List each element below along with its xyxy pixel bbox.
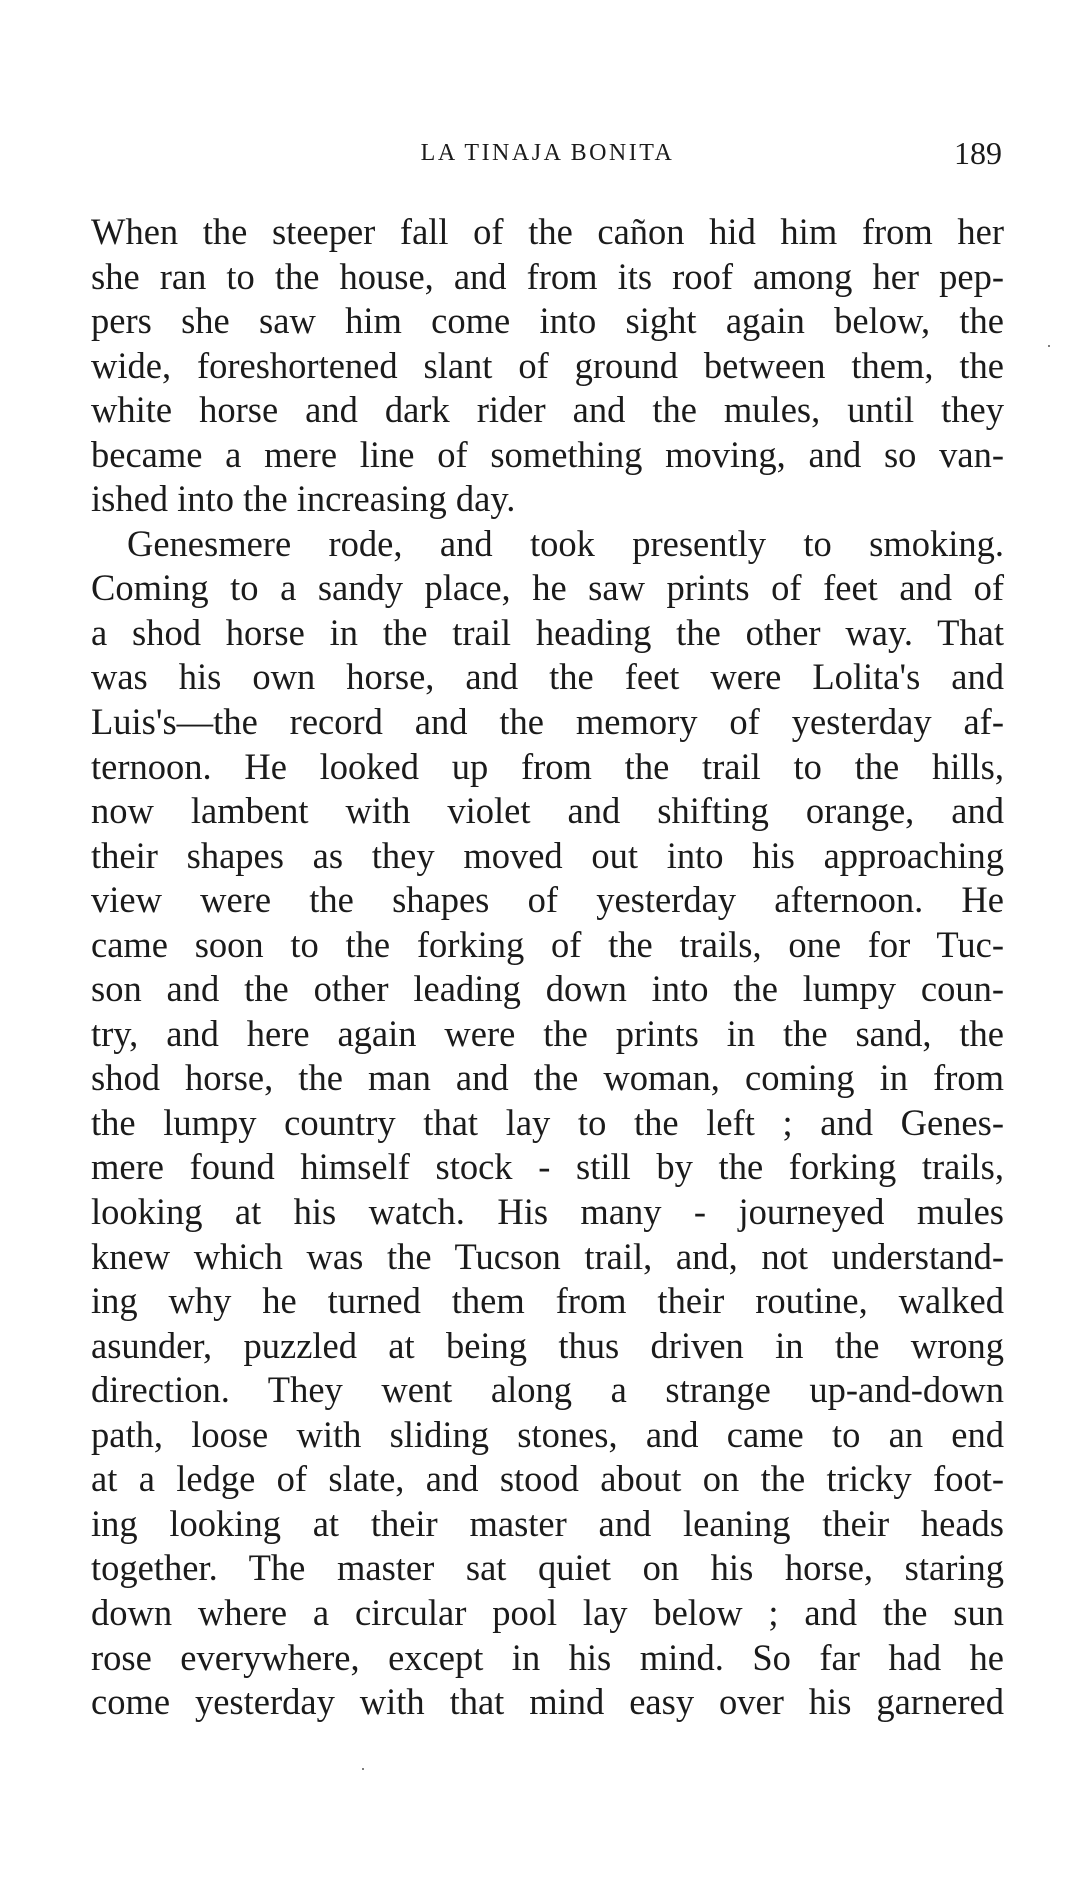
text-line: ing looking at their master and leaning their heads: [91, 1502, 1004, 1544]
text-line: looking at his watch. His many - journeyed mules: [91, 1191, 1004, 1233]
text-line: the lumpy country that lay to the left ; and Genes-: [91, 1101, 1004, 1143]
paragraph-start-line: Genesmere rode, and took presently to smoking.: [127, 522, 1004, 564]
text-line: rose everywhere, except in his mind. So far had he: [91, 1636, 1004, 1678]
paper-speck: [1048, 345, 1050, 347]
paragraph-end-line: ished into the increasing day.: [91, 478, 516, 520]
text-line: their shapes as they moved out into his approaching: [91, 834, 1004, 876]
text-line: pers she saw him come into sight again below, the: [91, 300, 1004, 342]
text-line: ternoon. He looked up from the trail to the hills,: [91, 745, 1004, 787]
text-line: knew which was the Tucson trail, and, not understand-: [91, 1235, 1004, 1277]
text-line: ing why he turned them from their routine, walked: [91, 1280, 1004, 1322]
text-line: together. The master sat quiet on his horse, staring: [91, 1547, 1004, 1589]
text-line: came soon to the forking of the trails, one for Tuc-: [91, 923, 1004, 965]
body-text: [91, 210, 1004, 1725]
text-line: view were the shapes of yesterday afternoon. He: [91, 879, 1004, 921]
running-head: [91, 136, 1004, 176]
text-line: Luis's—the record and the memory of yesterday af-: [91, 701, 1004, 743]
text-line: was his own horse, and the feet were Lolita's and: [91, 656, 1004, 698]
text-line: mere found himself stock - still by the forking trails,: [91, 1146, 1004, 1188]
text-line: wide, foreshortened slant of ground between them, the: [91, 344, 1004, 386]
paper-speck: [362, 1768, 364, 1770]
text-line: a shod horse in the trail heading the other way. That: [91, 611, 1004, 653]
text-line: direction. They went along a strange up-and-down: [91, 1369, 1004, 1411]
text-line: became a mere line of something moving, and so van-: [91, 433, 1004, 475]
text-line: Coming to a sandy place, he saw prints of feet and of: [91, 567, 1004, 609]
text-line: white horse and dark rider and the mules, until they: [91, 389, 1004, 431]
text-line: come yesterday with that mind easy over his garnered: [91, 1681, 1004, 1723]
text-line: try, and here again were the prints in the sand, the: [91, 1012, 1004, 1054]
running-title: LA TINAJA BONITA: [420, 140, 675, 166]
text-line: now lambent with violet and shifting orange, and: [91, 790, 1004, 832]
text-line: down where a circular pool lay below ; and the sun: [91, 1591, 1004, 1633]
text-line: When the steeper fall of the cañon hid him from her: [91, 211, 1004, 252]
text-line: son and the other leading down into the lumpy coun-: [91, 968, 1004, 1010]
text-line: at a ledge of slate, and stood about on the tricky foot-: [91, 1458, 1004, 1500]
text-line: asunder, puzzled at being thus driven in the wrong: [91, 1324, 1004, 1366]
text-line: she ran to the house, and from its roof among her pep-: [91, 255, 1004, 297]
text-line: shod horse, the man and the woman, coming in from: [91, 1057, 1004, 1099]
text-line: path, loose with sliding stones, and came to an end: [91, 1413, 1004, 1455]
page-number: 189: [954, 135, 1002, 171]
